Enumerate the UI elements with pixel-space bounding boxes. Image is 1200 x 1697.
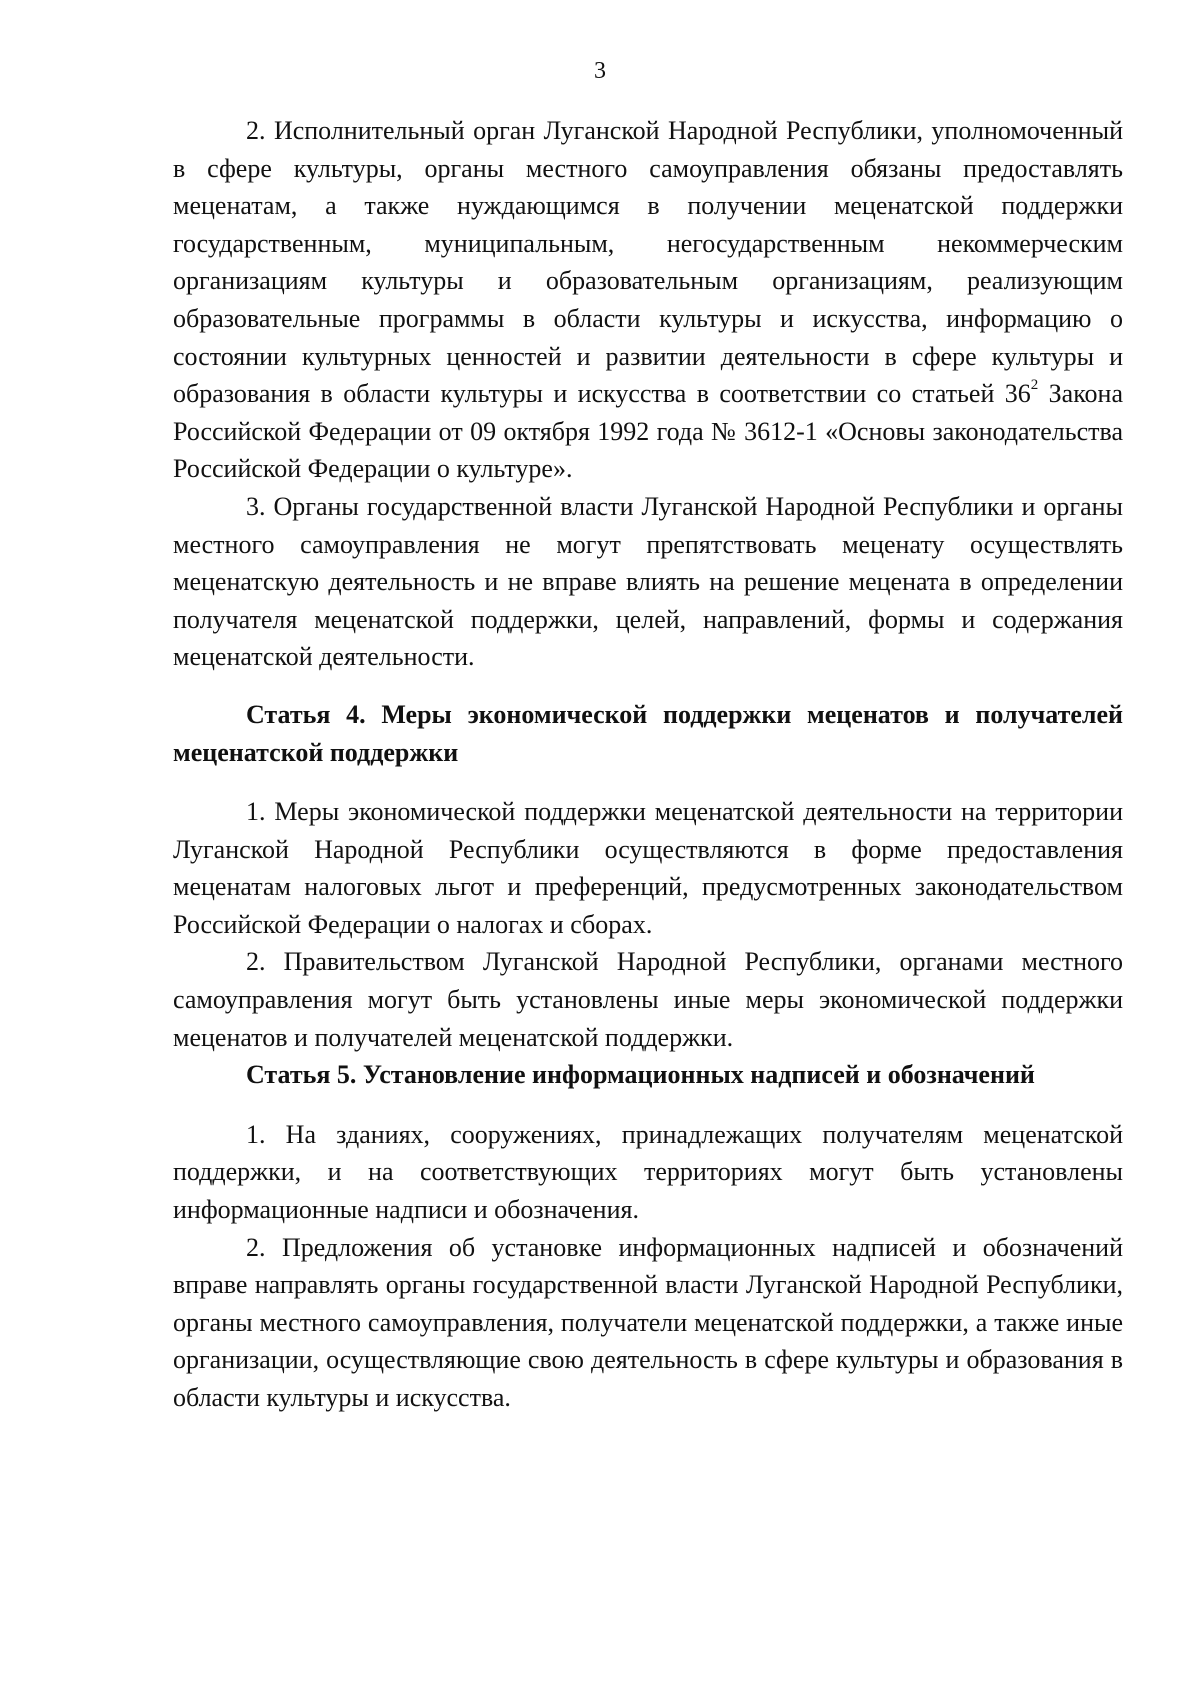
paragraph-text: 2. Исполнительный орган Луганской Народной Республики, уполномоченный в сфере культуры, органы местного самоуправления обязаны предоставлять меценатам, а также нуждающимся в получении меценатской поддержки государственным, муниципальным, негосударственным некоммерческим организациям культуры и образовательным организациям, реализующим образовательные программы в области культуры и искусства, информацию о состоянии культурных ценностей и развитии деятельности в сфере культуры и образования в области культуры и искусства в соответствии со статьей 36 (173, 116, 1123, 409)
article-5-paragraph-1: 1. На зданиях, сооружениях, принадлежащих получателям меценатской поддержки, и на соответствующих территориях могут быть установлены информационные надписи и обозначения. (173, 1119, 1123, 1225)
document-body (173, 112, 1123, 1417)
paragraph-3-no-interference: 3. Органы государственной власти Луганской Народной Республики и органы местного самоуправления не могут препятствовать меценату осуществлять меценатскую деятельность и не вправе влиять на решение мецената в определении получателя меценатской поддержки, целей, направлений, формы и содержания меценатской деятельности. (173, 491, 1123, 672)
article-5-paragraph-2: 2. Предложения об установке информационных надписей и обозначений вправе направлять органы государственной власти Луганской Народной Республики, органы местного самоуправления, получатели меценатской поддержки, а также иные организации, осуществляющие свою деятельность в сфере культуры и образования в области культуры и искусства. (173, 1232, 1123, 1412)
article-5-heading: Статья 5. Установление информационных надписей и обозначений (246, 1060, 1035, 1090)
article-4-paragraph-2: 2. Правительством Луганской Народной Республики, органами местного самоуправления могут быть установлены иные меры экономической поддержки меценатов и получателей меценатской поддержки. (173, 947, 1123, 1052)
paragraph-2-info-obligation (173, 112, 1123, 488)
article-4-paragraph-1: 1. Меры экономической поддержки меценатской деятельности на территории Луганской Народной Республики осуществляются в форме предоставления меценатам налоговых льгот и преференций, предусмотренных законодательством Российской Федерации о налогах и сборах. (173, 797, 1123, 939)
article-4-heading: Статья 4. Меры экономической поддержки меценатов и получателей меценатской поддержки (173, 699, 1123, 767)
superscript: 2 (1030, 376, 1039, 393)
paragraph-text-continued: Закона Российской Федерации от 09 октября 1992 года № 3612-1 «Основы законодательства Российской Федерации о культуре». (173, 379, 1123, 484)
page-number: 3 (594, 58, 606, 84)
